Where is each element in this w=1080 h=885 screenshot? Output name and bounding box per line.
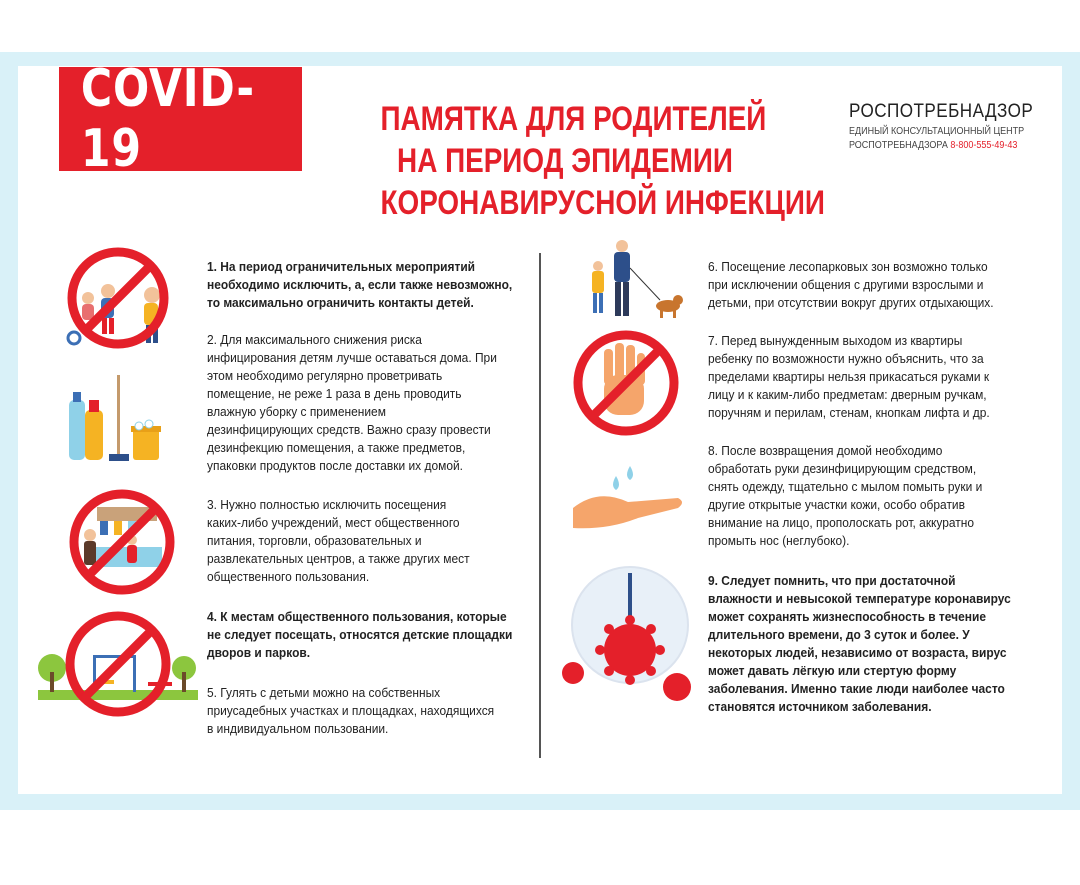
no-touching-icon bbox=[568, 325, 688, 440]
no-public-places-icon bbox=[62, 485, 182, 600]
column-divider bbox=[539, 253, 541, 758]
item-8 bbox=[708, 442, 1006, 550]
text-line: может сохранять жизнеспособность в течение bbox=[708, 609, 986, 624]
item-6 bbox=[708, 258, 1018, 312]
agency-name: РОСПОТРЕБНАДЗОР bbox=[849, 101, 1034, 122]
text-line: каких-либо учреждений, мест общественного bbox=[207, 515, 460, 530]
agency-phone: 8-800-555-49-43 bbox=[950, 140, 1018, 151]
text-line: инфицирования детям лучше оставаться дома. При bbox=[207, 350, 497, 365]
covid-logo-text: COVID-19 bbox=[80, 59, 255, 179]
text-line: поручням и перилам, стенам, кнопкам лифта и др. bbox=[708, 405, 990, 420]
item-2 bbox=[207, 331, 522, 475]
text-line: 2. Для максимального снижения риска bbox=[207, 332, 422, 347]
text-line: при исключении общения с другими взрослыми и bbox=[708, 277, 984, 292]
agency-line bbox=[849, 140, 1029, 151]
no-playground-icon bbox=[38, 610, 203, 725]
no-children-contact-icon bbox=[60, 243, 180, 353]
hand-sanitizer-icon bbox=[568, 458, 688, 538]
text-line: промыть нос (неглубоко). bbox=[708, 533, 850, 548]
title-line: НА ПЕРИОД ЭПИДЕМИИ bbox=[397, 142, 733, 180]
text-line: детьми, при отсутствии вокруг других отдыхающих. bbox=[708, 295, 994, 310]
text-line: дворов и парков. bbox=[207, 645, 311, 660]
text-line: 9. Следует помнить, что при достаточной bbox=[708, 573, 956, 588]
text-line: внимание на лицо, прополоскать рот, аккуратно bbox=[708, 515, 975, 530]
text-line: может давать лёгкую или стертую форму bbox=[708, 663, 957, 678]
text-line: лицу и к каким-либо предметам: дверным ручкам, bbox=[708, 387, 987, 402]
text-line: развлекательных центров, а также других мест bbox=[207, 551, 470, 566]
agency-line2: РОСПОТРЕБНАДЗОРА bbox=[849, 140, 948, 151]
text-line: заболевания. Именно такие люди наиболее часто bbox=[708, 681, 1005, 696]
text-line: снять одежду, тщательно с мылом помыть руки и bbox=[708, 479, 983, 494]
text-line: 4. К местам общественного пользования, которые bbox=[207, 609, 507, 624]
covid-logo-box bbox=[59, 59, 302, 179]
text-line: в индивидуальном пользовании. bbox=[207, 721, 389, 736]
text-line: некоторых людей, независимо от возраста, вирус bbox=[708, 645, 1007, 660]
text-line: длительного времени, до 3 суток и более. У bbox=[708, 627, 970, 642]
text-line: ребенку по возможности нужно объяснить, что за bbox=[708, 351, 984, 366]
text-line: 8. После возвращения домой необходимо bbox=[708, 443, 943, 458]
text-line: влажную уборку с применением bbox=[207, 404, 386, 419]
text-line: помещение, не реже 1 раза в день проводить bbox=[207, 386, 462, 401]
agency-line: ЕДИНЫЙ КОНСУЛЬТАЦИОННЫЙ ЦЕНТР bbox=[849, 126, 1025, 137]
text-line: не следует посещать, относятся детские площадки bbox=[207, 627, 513, 642]
text-line: необходимо исключить, а, если также невозможно, bbox=[207, 277, 513, 292]
text-line: становятся источником заболевания. bbox=[708, 699, 932, 714]
text-line: общественного пользования. bbox=[207, 569, 370, 584]
item-3 bbox=[207, 496, 492, 586]
text-line: другие открытые участки кожи, особо обратив bbox=[708, 497, 965, 512]
item-5 bbox=[207, 684, 519, 738]
text-line: питания, торговли, образовательных и bbox=[207, 533, 422, 548]
text-line: 5. Гулять с детьми можно на собственных bbox=[207, 685, 441, 700]
item-7 bbox=[708, 332, 1014, 422]
agency-block bbox=[849, 101, 1049, 151]
item-1 bbox=[207, 258, 539, 312]
item-9 bbox=[708, 572, 1037, 716]
item-4 bbox=[207, 608, 539, 662]
cleaning-supplies-icon bbox=[65, 370, 175, 465]
title-line: КОРОНАВИРУСНОЙ ИНФЕКЦИИ bbox=[380, 184, 825, 222]
text-line: влажности и невысокой температуре коронавирус bbox=[708, 591, 1011, 606]
text-line: 3. Нужно полностью исключить посещения bbox=[207, 497, 447, 512]
text-line: приусадебных участках и площадках, находящихся bbox=[207, 703, 495, 718]
text-line: дезинфицирующих средств. Важно сразу провести bbox=[207, 422, 491, 437]
page-title bbox=[340, 98, 825, 224]
text-line: дезинфекцию помещения, а также предметов, bbox=[207, 440, 466, 455]
text-line: обработать руки дезинфицирующим средством, bbox=[708, 461, 977, 476]
text-line: то максимально ограничить контакты детей. bbox=[207, 295, 474, 310]
virus-clock-icon bbox=[555, 565, 705, 715]
text-line: упаковки продуктов после доставки их домой. bbox=[207, 458, 463, 473]
text-line: 1. На период ограничительных мероприятий bbox=[207, 259, 476, 274]
text-line: этом необходимо регулярно проветривать bbox=[207, 368, 443, 383]
text-line: 7. Перед вынужденным выходом из квартиры bbox=[708, 333, 963, 348]
text-line: пределами квартиры нельзя прикасаться руками к bbox=[708, 369, 990, 384]
title-line: ПАМЯТКА ДЛЯ РОДИТЕЛЕЙ bbox=[380, 100, 767, 138]
walking-with-child-icon bbox=[580, 238, 690, 323]
text-line: 6. Посещение лесопарковых зон возможно только bbox=[708, 259, 988, 274]
